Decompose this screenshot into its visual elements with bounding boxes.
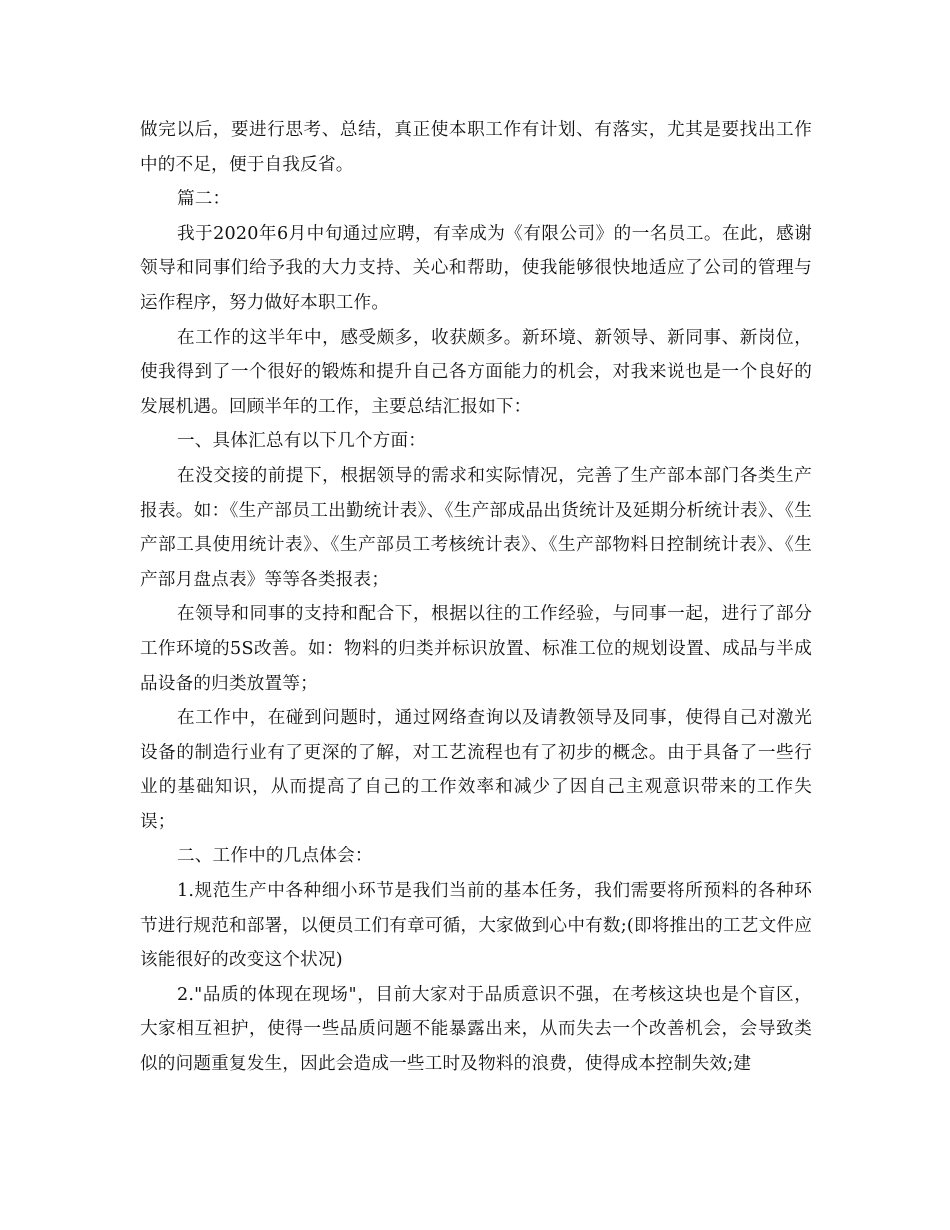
paragraph-8: 在工作中，在碰到问题时，通过网络查询以及请教领导及同事，使得自己对激光设备的制造行业有了更深的了解，对工艺流程也有了初步的概念。由于具备了一些行业的基础知识，从而提高了自己的工作效率和减少了因自己主观意识带来的工作失误； [140, 708, 812, 832]
section-heading-2: 二、工作中的几点体会： [176, 846, 373, 867]
list-item-1: 1.规范生产中各种细小环节是我们当前的基本任务，我们需要将所预料的各种环节进行规范和部署，以便员工们有章可循，大家做到心中有数;(即将推出的工艺文件应该能很好的改变这个状况) [140, 881, 812, 971]
document-body [140, 113, 812, 1082]
paragraph-7: 在领导和同事的支持和配合下，根据以往的工作经验，与同事一起，进行了部分工作环境的5S改善。如：物料的归类并标识放置、标准工位的规划设置、成品与半成品设备的归类放置等； [140, 604, 812, 694]
list-item-2: 2."品质的体现在现场"，目前大家对于品质意识不强，在考核这块也是个盲区，大家相互袒护，使得一些品质问题不能暴露出来，从而失去一个改善机会，会导致类似的问题重复发生，因此会造成一些工时及物料的浪费，使得成本控制失效;建 [140, 984, 812, 1075]
paragraph-3: 我于2020年6月中旬通过应聘，有幸成为《有限公司》的一名员工。在此，感谢领导和同事们给予我的大力支持、关心和帮助，使我能够很快地适应了公司的管理与运作程序，努力做好本职工作。 [140, 223, 812, 313]
paragraph-2-heading: 篇二： [176, 189, 231, 210]
section-heading-1: 一、具体汇总有以下几个方面： [176, 431, 427, 452]
paragraph-1: 做完以后，要进行思考、总结，真正使本职工作有计划、有落实，尤其是要找出工作中的不足，便于自我反省。 [140, 120, 812, 175]
paragraph-4: 在工作的这半年中，感受颇多，收获颇多。新环境、新领导、新同事、新岗位，使我得到了一个很好的锻炼和提升自己各方面能力的机会，对我来说也是一个良好的发展机遇。回顾半年的工作，主要总结汇报如下： [140, 327, 812, 417]
paragraph-6: 在没交接的前提下，根据领导的需求和实际情况，完善了生产部本部门各类生产报表。如：《生产部员工出勤统计表》、《生产部成品出货统计及延期分析统计表》、《生产部工具使用统计表》、《生产部员工考核统计表》、《生产部物料日控制统计表》、《生产部月盘点表》等等各类报表； [140, 465, 812, 590]
